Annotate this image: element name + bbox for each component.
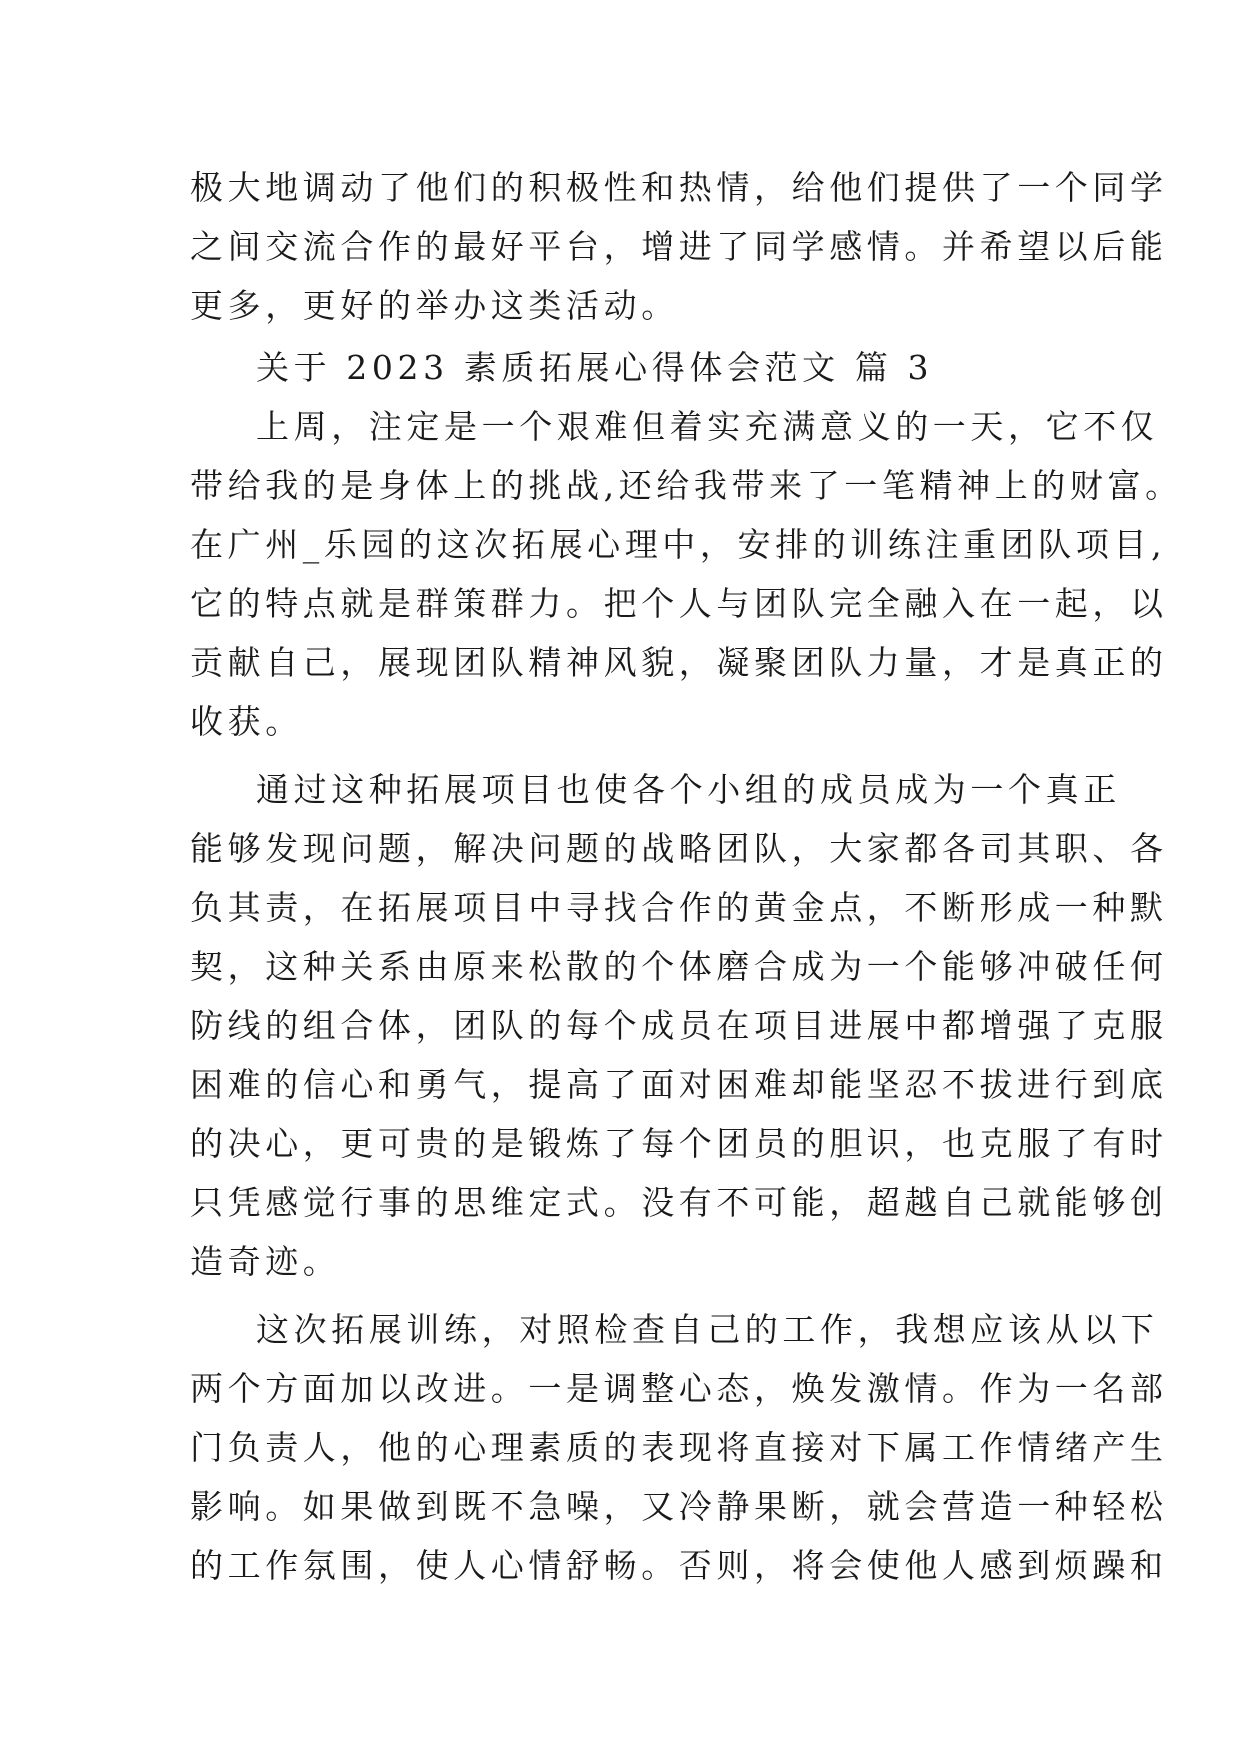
text-line: 的工作氛围，使人心情舒畅。否则，将会使他人感到烦躁和 (190, 1546, 1168, 1585)
heading-line: 关于 2023 素质拓展心得体会范文 篇 3 (256, 348, 934, 387)
text-line: 只凭感觉行事的思维定式。没有不可能，超越自己就能够创 (190, 1183, 1168, 1222)
text-line: 收获。 (190, 702, 303, 741)
text-line: 贡献自己，展现团队精神风貌，凝聚团队力量，才是真正的 (190, 643, 1168, 682)
text-line: 困难的信心和勇气，提高了面对困难却能坚忍不拔进行到底 (190, 1065, 1168, 1104)
text-line: 两个方面加以改进。一是调整心态，焕发激情。作为一名部 (190, 1369, 1168, 1408)
text-line: 上周，注定是一个艰难但着实充满意义的一天，它不仅 (256, 407, 1159, 446)
text-line: 影响。如果做到既不急噪，又冷静果断，就会营造一种轻松 (190, 1487, 1168, 1526)
text-line: 极大地调动了他们的积极性和热情，给他们提供了一个同学 (190, 168, 1168, 207)
text-line: 契，这种关系由原来松散的个体磨合成为一个能够冲破任何 (190, 947, 1168, 986)
text-line: 负其责，在拓展项目中寻找合作的黄金点，不断形成一种默 (190, 888, 1168, 927)
text-line: 这次拓展训练，对照检查自己的工作，我想应该从以下 (256, 1310, 1159, 1349)
text-line: 带给我的是身体上的挑战,还给我带来了一笔精神上的财富。 (190, 466, 1183, 505)
text-line: 在广州_乐园的这次拓展心理中，安排的训练注重团队项目, (190, 525, 1167, 564)
text-line: 通过这种拓展项目也使各个小组的成员成为一个真正 (256, 770, 1121, 809)
text-line: 的决心，更可贵的是锻炼了每个团员的胆识，也克服了有时 (190, 1124, 1168, 1163)
text-line: 造奇迹。 (190, 1242, 341, 1281)
text-line: 更多，更好的举办这类活动。 (190, 286, 679, 325)
text-line: 门负责人，他的心理素质的表现将直接对下属工作情绪产生 (190, 1428, 1168, 1467)
paragraph (190, 1300, 1168, 1595)
paragraph (190, 760, 1168, 1291)
paragraph-continuation (190, 158, 1168, 335)
paragraph (190, 397, 1183, 751)
text-line: 能够发现问题，解决问题的战略团队，大家都各司其职、各 (190, 829, 1168, 868)
document-body (190, 158, 1183, 1595)
section-heading (190, 338, 1052, 397)
text-line: 防线的组合体，团队的每个成员在项目进展中都增强了克服 (190, 1006, 1168, 1045)
text-line: 它的特点就是群策群力。把个人与团队完全融入在一起，以 (190, 584, 1168, 623)
text-line: 之间交流合作的最好平台，增进了同学感情。并希望以后能 (190, 227, 1168, 266)
